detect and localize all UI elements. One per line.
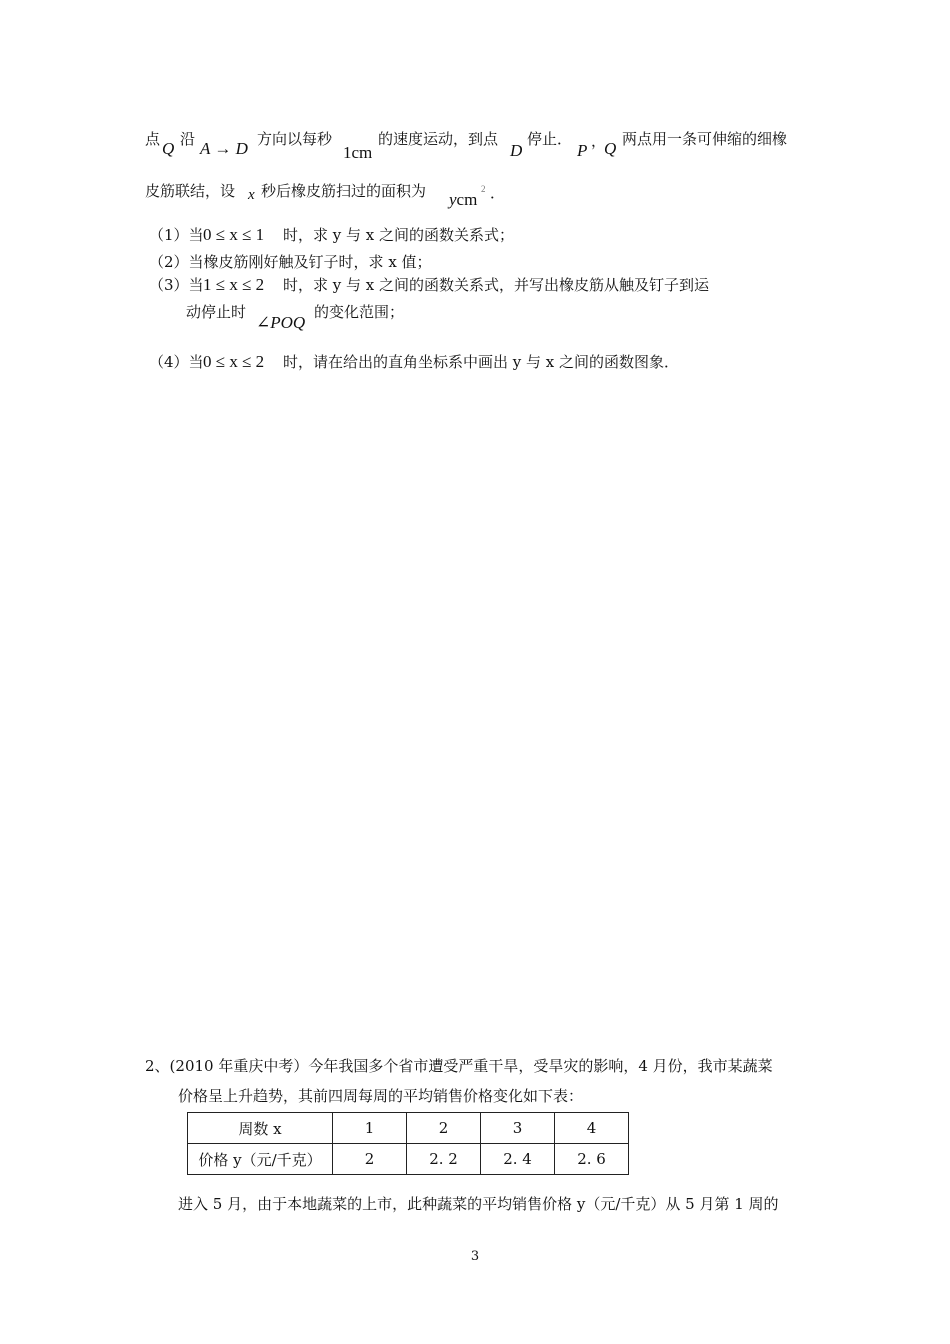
problem-2-line-2: 价格呈上升趋势，其前四周每周的平均销售价格变化如下表：	[178, 1087, 584, 1105]
table-cell: 2. 2	[407, 1144, 481, 1175]
table-row	[188, 1113, 629, 1144]
math-area-unit: ycm	[449, 190, 478, 209]
text: （3）当	[149, 276, 204, 294]
math-point-d: D	[510, 141, 523, 160]
math-a-to-d: A → D	[200, 139, 248, 158]
math-unit: 1cm	[343, 143, 373, 162]
problem-2-line-1: 2、(2010 年重庆中考）今年我国多个省市遭受严重干旱，受旱灾的影响，4 月份，我市某蔬菜	[145, 1057, 773, 1075]
table-row	[188, 1144, 629, 1175]
text: 的变化范围；	[314, 303, 405, 321]
text: 时，请在给出的直角坐标系中画出 y 与 x 之间的函数图象．	[283, 353, 680, 371]
table-cell: 1	[333, 1113, 407, 1144]
table-header-cell: 价格 y（元/千克）	[188, 1144, 333, 1175]
math-superscript: 2	[481, 184, 486, 194]
text: 停止．	[527, 130, 573, 148]
math-range: 1 ≤ x ≤ 2	[203, 275, 265, 294]
question-2: （2）当橡皮筋刚好触及钉子时，求 x 值；	[149, 253, 432, 271]
page-number: 3	[470, 1249, 480, 1264]
math-angle: ∠POQ	[256, 313, 306, 332]
table-cell: 2	[407, 1113, 481, 1144]
table-cell: 2. 6	[555, 1144, 629, 1175]
table-cell: 2	[333, 1144, 407, 1175]
table-cell: 3	[481, 1113, 555, 1144]
price-table	[187, 1112, 629, 1175]
problem-2-line-3: 进入 5 月，由于本地蔬菜的上市，此种蔬菜的平均销售价格 y（元/千克）从 5 月第 1 周的	[178, 1195, 779, 1213]
text: 动停止时	[186, 303, 247, 321]
text: 的速度运动，到点	[378, 130, 499, 148]
math-point-p: P	[577, 141, 588, 160]
math-point-q: Q	[162, 139, 175, 158]
math-point-q2: Q	[604, 139, 617, 158]
math-range: 0 ≤ x ≤ 2	[203, 352, 265, 371]
text: （1）当	[149, 226, 204, 244]
math-range: 0 ≤ x ≤ 1	[203, 225, 265, 244]
text: 方向以每秒	[257, 130, 333, 148]
text: ．	[490, 184, 506, 202]
text: 沿	[180, 130, 196, 148]
text: 时，求 y 与 x 之间的函数关系式，并写出橡皮筋从触及钉子到运	[283, 276, 710, 294]
table-cell: 4	[555, 1113, 629, 1144]
text: （4）当	[149, 353, 204, 371]
math-x: x	[248, 187, 255, 203]
table-header-cell: 周数 x	[188, 1113, 333, 1144]
text: ，	[591, 132, 607, 150]
text: 点	[145, 130, 161, 148]
text: 时，求 y 与 x 之间的函数关系式；	[283, 226, 515, 244]
text: 皮筋联结，设	[145, 182, 236, 200]
table-cell: 2. 4	[481, 1144, 555, 1175]
text: 秒后橡皮筋扫过的面积为	[261, 182, 427, 200]
text: 两点用一条可伸缩的细橡	[622, 130, 788, 148]
